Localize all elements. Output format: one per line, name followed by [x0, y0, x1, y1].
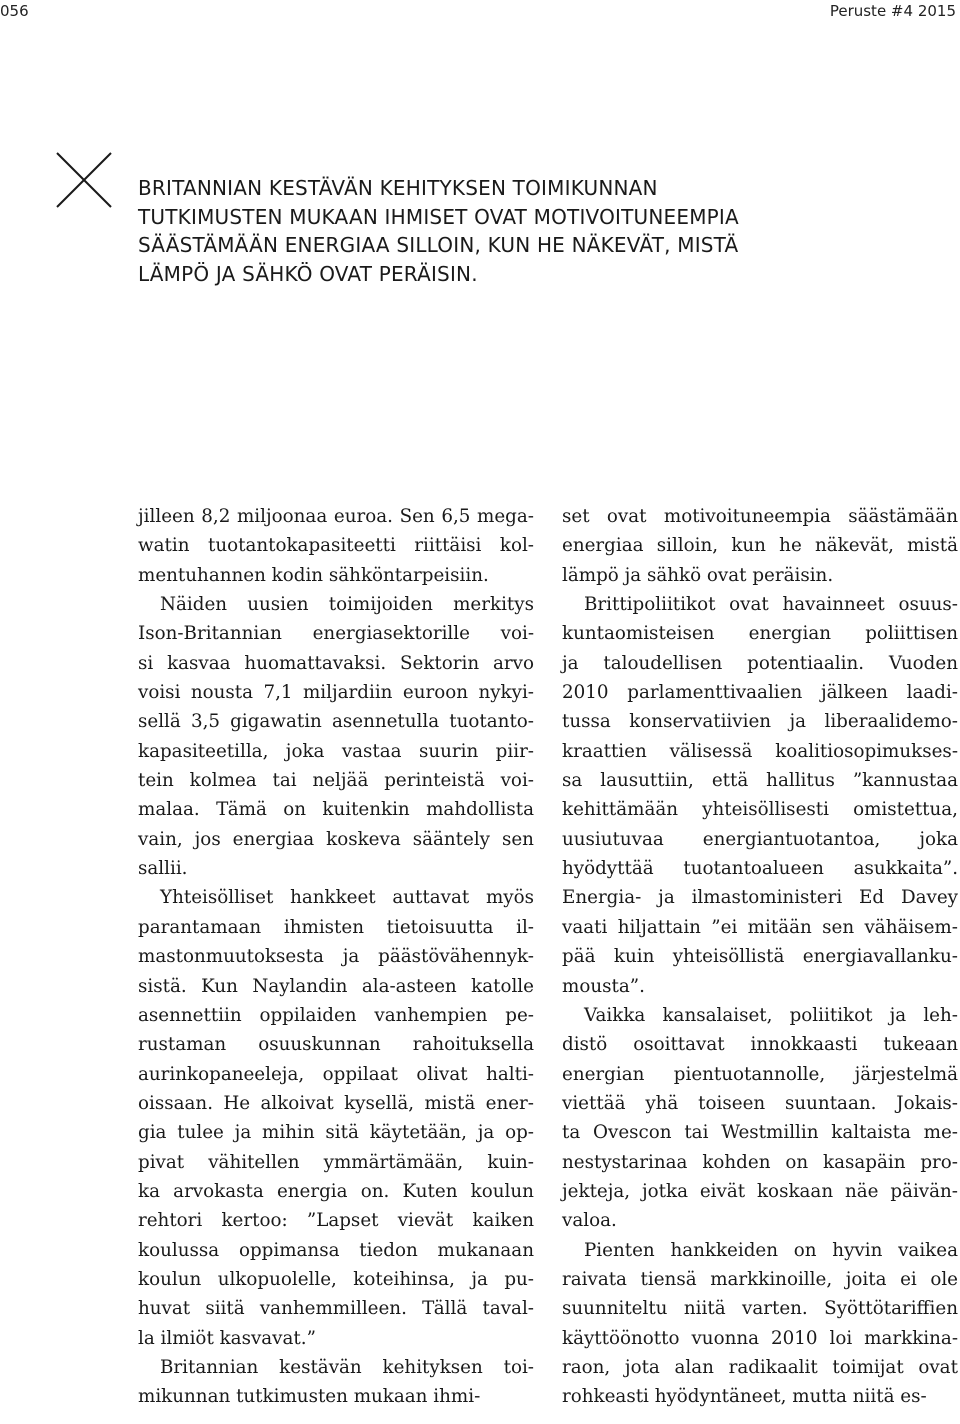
text-line: ta Ovescon tai Westmillin kaltaista me- — [562, 1122, 958, 1144]
text-line: sallii. — [138, 858, 188, 880]
text-line: energian pientuotannolle, järjestelmä — [562, 1063, 958, 1085]
text-line: vaati hiljattain ”ei mitään sen vähäisem- — [562, 916, 958, 938]
text-line: parantamaan ihmisten tietoisuutta il- — [138, 916, 534, 938]
text-line: rohkeasti hyödyntäneet, mutta niitä es- — [562, 1386, 927, 1408]
text-line: huvat siitä vanhemmilleen. Tällä taval- — [138, 1298, 534, 1320]
text-line: valoa. — [562, 1210, 617, 1232]
text-line: hyödyttää tuotantoalueen asukkaita”. — [562, 858, 958, 880]
text-line: mousta”. — [562, 975, 645, 997]
text-line: Yhteisölliset hankkeet auttavat myös — [160, 887, 534, 909]
pull-quote-line: SÄÄSTÄMÄÄN ENERGIAA SILLOIN, KUN HE NÄKEVÄT, MISTÄ — [138, 233, 739, 257]
text-line: Näiden uusien toimijoiden merkitys — [160, 594, 534, 616]
text-line: pää kuin yhteisöllistä energiavallanku- — [562, 946, 958, 968]
pull-quote-line: TUTKIMUSTEN MUKAAN IHMISET OVAT MOTIVOITUNEEMPIA — [138, 204, 739, 229]
page-number: 056 — [0, 2, 29, 20]
text-line: sa lausuttiin, että hallitus ”kannustaa — [562, 770, 958, 792]
text-line: si kasvaa huomattavaksi. Sektorin arvo — [138, 652, 534, 674]
text-line: suunniteltu niitä varten. Syöttötariffien — [562, 1298, 958, 1320]
text-line: kraattien välisessä koalitiosopimukses- — [562, 740, 958, 762]
text-line: gia tulee ja mihin sitä käytetään, ja op- — [138, 1122, 534, 1144]
text-line: kehittämään yhteisöllisesti omistettua, — [562, 799, 958, 821]
text-line: jekteja, jotka eivät koskaan näe päivän- — [562, 1180, 958, 1202]
text-line: oissaan. He alkoivat kysellä, mistä ener- — [138, 1092, 534, 1114]
article-column-left — [138, 502, 534, 1412]
issue-label: Peruste #4 2015 — [829, 2, 956, 20]
pull-quote-line: LÄMPÖ JA SÄHKÖ OVAT PERÄISIN. — [138, 261, 478, 286]
article-column-right — [562, 502, 958, 1412]
text-line: mastonmuutoksesta ja päästövähennyk- — [138, 946, 534, 968]
text-line: mentuhannen kodin sähköntarpeisiin. — [138, 564, 489, 586]
text-line: energiaa silloin, kun he näkevät, mistä — [562, 535, 958, 557]
text-line: koulussa oppimansa tiedon mukanaan — [138, 1239, 534, 1261]
text-line: koulun ulkopuolelle, koteihinsa, ja pu- — [138, 1268, 534, 1290]
text-line: asennettiin oppilaiden vanhempien pe- — [138, 1004, 534, 1026]
text-line: kapasiteetilla, joka vastaa suurin piir- — [138, 740, 534, 762]
text-line: pivat vähitellen ymmärtämään, kuin- — [138, 1151, 534, 1173]
text-line: kuntaomisteisen energian poliittisen — [562, 623, 958, 645]
text-line: Energia- ja ilmastoministeri Ed Davey — [562, 887, 958, 909]
pull-quote-line: BRITANNIAN KESTÄVÄN KEHITYKSEN TOIMIKUNNAN — [138, 176, 658, 200]
text-line: tein kolmea tai neljää perinteistä voi- — [138, 770, 534, 792]
text-line: jilleen 8,2 miljoonaa euroa. Sen 6,5 mega- — [138, 506, 534, 527]
text-line: viettää yhä toiseen suuntaan. Jokais- — [562, 1092, 958, 1114]
pull-quote — [138, 174, 918, 288]
text-line: Ison-Britannian energiasektorille voi- — [138, 623, 534, 645]
text-line: watin tuotantokapasiteetti riittäisi kol- — [138, 535, 534, 557]
text-line: vain, jos energiaa koskeva sääntely sen — [138, 828, 534, 850]
text-line: set ovat motivoituneempia säästämään — [562, 506, 958, 527]
text-line: malaa. Tämä on kuitenkin mahdollista — [138, 799, 534, 821]
text-line: la ilmiöt kasvavat.” — [138, 1327, 316, 1349]
text-line: raivata tiensä markkinoille, joita ei ole — [562, 1268, 958, 1290]
text-line: uusiutuvaa energiantuotantoa, joka — [562, 828, 958, 850]
text-line: Britannian kestävän kehityksen toi- — [160, 1356, 534, 1378]
text-line: Pienten hankkeiden on hyvin vaikea — [584, 1239, 958, 1261]
text-line: 2010 parlamenttivaalien jälkeen laadi- — [562, 682, 958, 704]
text-line: nestystarinaa kohden on kasapäin pro- — [562, 1151, 958, 1173]
text-line: ka arvokasta energia on. Kuten koulun — [138, 1180, 534, 1202]
text-line: lämpö ja sähkö ovat peräisin. — [562, 564, 834, 586]
text-line: rehtori kertoo: ”Lapset vievät kaiken — [138, 1210, 534, 1232]
text-line: Vaikka kansalaiset, poliitikot ja leh- — [584, 1004, 958, 1026]
cross-mark-icon — [56, 152, 112, 208]
text-line: rustaman osuuskunnan rahoituksella — [138, 1034, 534, 1056]
text-line: Brittipoliitikot ovat havainneet osuus- — [584, 594, 958, 616]
page-header — [0, 0, 960, 28]
text-line: raon, jota alan radikaalit toimijat ovat — [562, 1356, 958, 1378]
text-line: tussa konservatiivien ja liberaalidemo- — [562, 711, 958, 733]
text-line: voisi nousta 7,1 miljardiin euroon nykyi- — [138, 682, 534, 704]
text-line: mikunnan tutkimusten mukaan ihmi- — [138, 1386, 481, 1408]
text-line: sellä 3,5 gigawatin asennetulla tuotanto- — [138, 711, 534, 733]
text-line: distö osoittavat innokkaasti tukeaan — [562, 1034, 958, 1056]
text-line: ja taloudellisen potentiaalin. Vuoden — [562, 652, 958, 674]
text-line: käyttöönotto vuonna 2010 loi markkina- — [562, 1327, 958, 1349]
text-line: sistä. Kun Naylandin ala-asteen katolle — [138, 975, 534, 997]
text-line: aurinkopaneeleja, oppilaat olivat halti- — [138, 1063, 534, 1085]
